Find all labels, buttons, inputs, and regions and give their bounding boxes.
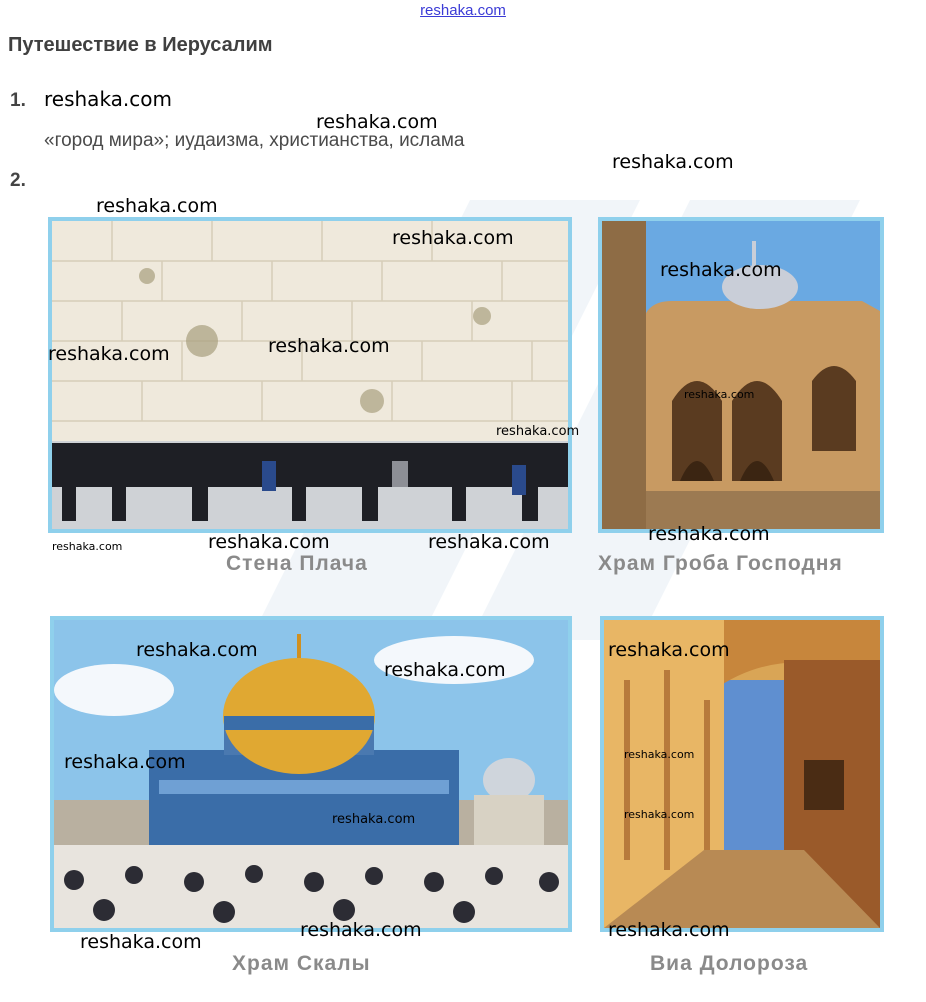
watermark: reshaka.com xyxy=(384,659,506,681)
watermark-small: reshaka.com xyxy=(624,808,695,821)
watermark-small: reshaka.com xyxy=(332,812,416,827)
watermark: reshaka.com xyxy=(316,111,438,133)
watermark: reshaka.com xyxy=(300,919,422,941)
site-link[interactable]: reshaka.com xyxy=(420,2,506,19)
watermark-small: reshaka.com xyxy=(684,388,755,401)
task-2-number: 2. xyxy=(10,170,26,191)
watermark: reshaka.com xyxy=(612,151,734,173)
task-1-source: reshaka.com xyxy=(44,87,172,111)
watermark-small: reshaka.com xyxy=(52,540,123,553)
watermark: reshaka.com xyxy=(96,195,218,217)
task-1-answer: «город мира»; иудаизма, христианства, ислама xyxy=(44,130,465,151)
page-title: Путешествие в Иерусалим xyxy=(8,34,273,56)
caption-holy-sepulchre: Храм Гроба Господня xyxy=(598,552,843,575)
watermark-small: reshaka.com xyxy=(496,424,580,439)
caption-dome-of-the-rock: Храм Скалы xyxy=(232,952,371,975)
watermark: reshaka.com xyxy=(428,531,550,553)
watermark: reshaka.com xyxy=(608,639,730,661)
watermark: reshaka.com xyxy=(268,335,390,357)
watermark: reshaka.com xyxy=(136,639,258,661)
watermark: reshaka.com xyxy=(64,751,186,773)
watermark: reshaka.com xyxy=(48,343,170,365)
watermark: reshaka.com xyxy=(648,523,770,545)
watermark: reshaka.com xyxy=(392,227,514,249)
watermark: reshaka.com xyxy=(608,919,730,941)
watermark: reshaka.com xyxy=(660,259,782,281)
photo-via-dolorosa xyxy=(600,616,884,932)
caption-western-wall: Стена Плача xyxy=(226,552,368,575)
watermark: reshaka.com xyxy=(208,531,330,553)
watermark-small: reshaka.com xyxy=(624,748,695,761)
caption-via-dolorosa: Виа Долороза xyxy=(650,952,809,975)
task-1-number: 1. xyxy=(10,90,26,111)
photo-western-wall xyxy=(48,217,572,533)
watermark: reshaka.com xyxy=(80,931,202,953)
